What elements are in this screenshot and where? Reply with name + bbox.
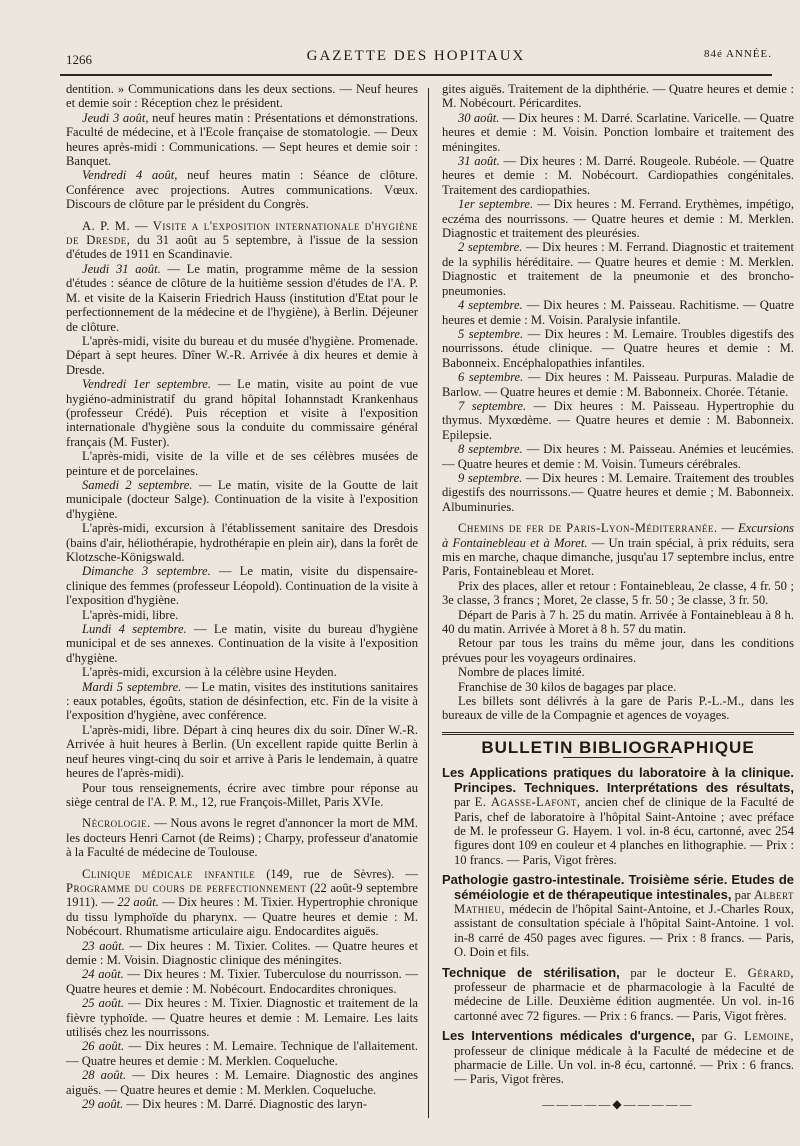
- paragraph: [66, 996, 418, 1039]
- paragraph-text: du 31 août au 5 septembre, à l'issue de la session d'études de 1911 en Scandinavie.: [66, 233, 418, 262]
- date-label: Vendredi 1er septembre.: [82, 377, 212, 392]
- paragraph: [442, 370, 794, 399]
- paragraph-text: — Dix heures : M. Darré. Scarlatine. Varicelle. — Quatre heures et demie : M. Voisin. Ponction lombaire et traitement des méningites.: [442, 110, 794, 154]
- paragraph: dentition. » Communications dans les deux sections. — Neuf heures et demie soir : Réception chez le président.: [66, 82, 418, 111]
- header-rule: [60, 74, 772, 76]
- book-title: Les Applications pratiques du laboratoire à la clinique. Principes. Techniques. Interprétations des résultats,: [442, 765, 794, 795]
- paragraph-text: — Le matin, visite du bureau d'hygiène municipal et de ses annexes. Continuation de la visite à l'exposition d'hygiène.: [66, 622, 418, 665]
- book-author: E. Agasse-Lafont,: [474, 795, 581, 810]
- section-heading: Nécrologie.: [82, 816, 151, 831]
- paragraph: [66, 377, 418, 449]
- date-label: 25 août.: [82, 996, 125, 1011]
- paragraph-text: — Le matin, visite au point de vue hygiéno-administratif du grand hôpital Iohannstadt Krankenhaus (professeur Crédé). Puis réception et visite à l'exposition internationale d'hygiène sous la conduite du commissaire général français (M. Fuster).: [66, 377, 418, 449]
- entry-text: ancien chef de clinique de la Faculté de Paris, chef de laboratoire à l'hôpital Saint-Antoine ; avec préface de M. le professeur G. Hayem. 1 vol. in-8 écu, cartonné, avec 254 figures dont 109 en couleur et 4 planches en lithographie. — Prix : 10 francs. — Paris, Vigot frères.: [454, 795, 794, 867]
- paragraph: L'après-midi, libre. Départ à cinq heures dix du soir. Dîner W.-R. Arrivée à huit heures à Berlin. (Un excellent rapide quitte Berlin à neuf heures vingt-cinq du soir et arrive à Paris le lendemain, à quatre heures de l'après-midi).: [66, 722, 418, 781]
- paragraph-text: — Dix heures : M. Paisseau. Rachitisme. — Quatre heures et demie : M. Voisin. Paralysie infantile.: [442, 298, 795, 327]
- date-label: 31 août.: [458, 154, 500, 169]
- paragraph-text: — Dix heures : M. Darré. Diagnostic des laryn-: [123, 1097, 368, 1112]
- paragraph: [66, 1039, 418, 1068]
- paragraph: [442, 442, 794, 471]
- bulletin-heading: BULLETIN BIBLIOGRAPHIQUE: [481, 737, 755, 757]
- date-label: 28 août.: [82, 1068, 127, 1083]
- paragraph-text: — Dix heures : M. Paisseau. Hypertrophie du thymus. Myxœdème. — Quatre heures et demie : M. Babonneix. Epilepsie.: [442, 398, 794, 442]
- column-divider: [428, 88, 429, 1118]
- paragraph-text: — Le matin, programme même de la session d'études : séance de clôture de la huitième session d'études de l'A. P. M. et visite de la Kaiserin Friedrich Hauss (institution d'Etat pour le perfectionnement de la médecine et de l'hygiène), à Berlin. Déjeuner de clôture.: [66, 261, 418, 334]
- paragraph: Franchise de 30 kilos de bagages par place.: [458, 679, 677, 694]
- paragraph-text: — Le matin, visite de la Goutte de lait municipale (docteur Salge). Continuation de la visite à l'exposition d'hygiène.: [66, 477, 418, 521]
- paragraph-text: — Dix heures : M. Darré. Rougeole. Rubéole. — Quatre heures et demie : M. Nobécourt. Cardiopathies congénitales. Traitement des cardiopathies.: [442, 154, 794, 197]
- paragraph: L'après-midi, excursion à l'établissement sanitaire des Dresdois (bains d'air, héliothérapie, hydrothérapie en plein air), dans la forêt de Klotzsche-Königswald.: [66, 521, 418, 564]
- paragraph: L'après-midi, visite du bureau et du musée d'hygiène. Promenade. Départ à sept heures. Dîner W.-R. Arrivée à dix heures et demie à Dresde.: [66, 333, 418, 377]
- paragraph: Les billets sont délivrés à la gare de Paris P.-L.-M., dans les bureaux de ville de la Compagnie et agences de voyages.: [442, 694, 794, 723]
- date-label: Jeudi 31 août.: [82, 261, 161, 276]
- book-author: G. Lemoine,: [723, 1029, 794, 1044]
- paragraph-text: — Un train spécial, à prix réduits, sera mis en marche, chaque dimanche, jusqu'au 17 septembre inclus, entre Paris, Fontainebleau et Moret.: [442, 535, 794, 579]
- page-number: 1266: [66, 52, 92, 67]
- date-label: Jeudi 3 août,: [82, 110, 149, 125]
- date-label: Dimanche 3 septembre.: [82, 564, 211, 579]
- paragraph-text: — Dix heures : M. Ferrand. Diagnostic et traitement de la syphilis héréditaire. — Quatre heures et demie : M. Merklen. Diagnostic et traitement de la pneumonie et des broncho-pneumonies.: [442, 240, 794, 298]
- paragraph-text: (149, rue de Sèvres). —: [255, 866, 418, 881]
- section-rule: [442, 732, 794, 735]
- heading-underline: [563, 757, 673, 758]
- journal-title: GAZETTE DES HOPITAUX: [306, 48, 526, 64]
- date-label: Mardi 5 septembre.: [82, 679, 182, 694]
- paragraph-text: neuf heures matin : Séance de clôture. Conférence avec projections. Autres communications. Vœux. Discours de clôture par le président du Congrès.: [66, 168, 418, 212]
- entry-text: par le docteur: [619, 965, 725, 980]
- paragraph-text: — Dix heures : M. Tixier. Diagnostic et traitement de la fièvre typhoïde. — Quatre heures et demie : M. Lemaire. Les laits utilisés chez les nourrissons.: [66, 996, 419, 1039]
- paragraph-text: — Le matin, visites des institutions sanitaires : eaux potables, égoûts, station de désinfection, etc. Fin de la visite à l'exposition d'hygiène, avec conférence.: [66, 679, 418, 723]
- paragraph: [66, 168, 418, 211]
- paragraph-text: — Le matin, visite du dispensaire-clinique des femmes (professeur Léopold). Continuation de la visite à l'exposition d'hygiène.: [66, 564, 418, 608]
- bibliography-entry: [442, 873, 794, 959]
- section-heading: Chemins de fer de Paris-Lyon-Méditerranée.: [458, 521, 718, 536]
- left-column: [66, 82, 418, 1111]
- paragraph: Départ de Paris à 7 h. 25 du matin. Arrivée à Fontainebleau à 8 h. 40 du matin. Arrivée à Moret à 8 h. 57 du matin.: [442, 607, 794, 637]
- year-label: 84é ANNÉE.: [703, 48, 772, 60]
- paragraph-text: — Nous avons le regret d'annoncer la mort de MM. les docteurs Henri Carnot (de Reims) ; Charpy, professeur d'anatomie à la Faculté de médecine de Toulouse.: [66, 816, 419, 860]
- bibliography-entry: [442, 1029, 794, 1087]
- date-label: 6 septembre.: [458, 370, 524, 385]
- paragraph: [442, 298, 794, 327]
- paragraph-text: — Dix heures : M. Ferrand. Erythèmes, impétigo, eczéma des nourrissons. — Quatre heures et demie : M. Merklen. Diagnostic et traitement des pleurésies.: [442, 197, 794, 241]
- date-label: 26 août.: [82, 1039, 125, 1054]
- paragraph: [66, 622, 418, 665]
- entry-text: par: [454, 795, 475, 810]
- paragraph-text: — Dix heures : M. Lemaire. Traitement des troubles digestifs des nourrissons.— Quatre heures et demie ; M. Babonneix. Albuminuries.: [442, 470, 794, 514]
- paragraph: [442, 327, 794, 370]
- section-heading: Programme du cours de perfectionnement: [66, 880, 307, 895]
- paragraph: Chemins de fer de Paris-Lyon-Méditerranée. — Excursions à Fontainebleau et à Moret. — Un train spécial, à prix réduits, sera mis en marche, chaque dimanche, jusqu'au 17 septembre inclus, entre Paris, Fontainebleau et Moret.: [442, 521, 795, 579]
- end-ornament: —————◆—————: [542, 1096, 694, 1111]
- paragraph: [66, 680, 418, 723]
- paragraph-text: — Dix heures : M. Paisseau. Purpuras. Maladie de Barlow. — Quatre heures et demie : M. Babonneix. Chorée. Tétanie.: [442, 370, 795, 399]
- section-heading: Clinique médicale infantile: [82, 866, 256, 881]
- paragraph: [66, 939, 418, 968]
- date-label: Samedi 2 septembre.: [82, 477, 193, 492]
- paragraph-text: neuf heures matin : Présentations et démonstrations. Faculté de médecine, et à l'Ecole française de stomatologie. — Deux heures après-midi : Communications. — Sept heures et demie soir : Banquet.: [66, 110, 418, 169]
- section-subheading: Excursions à Fontainebleau et à Moret.: [442, 521, 795, 550]
- bibliography-entry: [442, 766, 794, 867]
- paragraph-text: — Dix heures : M. Tixier. Colites. — Quatre heures et demie : M. Voisin. Diagnostic clinique des méningites.: [66, 938, 419, 967]
- paragraph: Pour tous renseignements, écrire avec timbre pour réponse au siège central de l'A. P. M., 12, rue François-Millet, Paris XVIe.: [66, 780, 418, 809]
- paragraph-text: — Dix heures : M. Tixier. Tuberculose du nourrisson. — Quatre heures et demie : M. Nobécourt. Endocardites chroniques.: [66, 967, 418, 996]
- bibliography-entry: [442, 966, 794, 1024]
- paragraph: [442, 197, 794, 240]
- entry-text: médecin de l'hôpital Saint-Antoine, et J.-Charles Roux, assistant de consultation spéciale à l'hôpital Saint-Antoine. 1 vol. in-8 carré de 450 pages avec figures. — Prix : 8 francs. — Paris, O. Doin et fils.: [454, 901, 794, 960]
- date-label: 1er septembre.: [458, 197, 534, 212]
- paragraph: [66, 262, 418, 334]
- date-label: 8 septembre.: [458, 442, 523, 457]
- book-title: Pathologie gastro-intestinale. Troisième série. Etudes de séméiologie et de thérapeutique intestinales,: [442, 872, 794, 902]
- paragraph: [442, 471, 794, 514]
- date-label: 22 août.: [117, 895, 159, 910]
- paragraph: [442, 111, 794, 154]
- paragraph: [442, 154, 794, 197]
- paragraph: [66, 967, 418, 996]
- entry-text: professeur de pharmacie et de pharmacologie à la Faculté de médecine de Lille. Deuxième édition augmentée. Un vol. in-16 cartonné avec 72 figures. — Prix : 6 francs. — Paris, Vigot frères.: [454, 979, 794, 1023]
- date-label: Lundi 4 septembre.: [82, 622, 187, 637]
- paragraph: Prix des places, aller et retour : Fontainebleau, 2e classe, 4 fr. 50 ; 3e classe, 3 francs ; Moret, 2e classe, 5 fr. 50 ; 3e classe, 3 fr. 50.: [442, 578, 794, 608]
- date-label: 9 septembre.: [458, 470, 523, 485]
- page-header: [60, 40, 772, 80]
- paragraph: Nombre de places limité.: [458, 665, 585, 680]
- paragraph: [66, 478, 418, 521]
- book-author: E. Gérard,: [724, 965, 794, 980]
- paragraph: [66, 1097, 418, 1111]
- section-heading: A. P. M. — Visite a l'exposition internationale d'hygiène de Dresde,: [66, 218, 418, 248]
- date-label: 4 septembre.: [458, 298, 523, 313]
- paragraph: [442, 240, 794, 298]
- book-title: Technique de stérilisation,: [442, 964, 620, 980]
- paragraph-text: — Dix heures : M. Lemaire. Troubles digestifs des nourrissons. étude clinique. — Quatre heures et demie : M. Babonneix. Encéphalopathies infantiles.: [442, 326, 794, 370]
- paragraph: [442, 399, 794, 442]
- date-label: 7 septembre.: [458, 398, 527, 413]
- paragraph: L'après-midi, excursion à la célèbre usine Heyden.: [82, 665, 337, 680]
- paragraph: L'après-midi, libre.: [82, 607, 179, 622]
- paragraph: [66, 816, 418, 859]
- date-label: 23 août.: [82, 938, 125, 953]
- paragraph-text: — Dix heures : M. Lemaire. Diagnostic des angines aiguës. — Quatre heures et demie : M. Merklen. Coqueluche.: [66, 1068, 419, 1097]
- entry-text: professeur de clinique médicale à la Faculté de médecine et de pharmacie de Lille. Un vol. in-8 écu, cartonné. — Prix : 6 francs. — Paris, Vigot frères.: [454, 1043, 794, 1087]
- book-title: Les Interventions médicales d'urgence,: [442, 1028, 695, 1044]
- entry-text: par: [694, 1029, 724, 1044]
- paragraph-text: — Dix heures : M. Tixier. Hypertrophie chronique du tissu lymphoïde du pharynx. — Quatre heures et demie : M. Nobécourt. Rhumatisme articulaire aigu. Endocardites aiguës.: [66, 895, 418, 939]
- date-label: 2 septembre.: [458, 240, 523, 255]
- paragraph-text: — Dix heures : M. Lemaire. Technique de l'allaitement. — Quatre heures et demie : M. Merklen. Coqueluche.: [66, 1039, 418, 1068]
- date-label: 29 août.: [82, 1097, 124, 1112]
- paragraph: Retour par tous les trains du même jour, dans les conditions prévues pour les voyageurs ordinaires.: [442, 636, 794, 665]
- date-label: 24 août.: [82, 967, 124, 982]
- book-author: Albert Mathieu,: [454, 887, 794, 916]
- right-column: [442, 82, 794, 1111]
- paragraph: L'après-midi, visite de la ville et de ses célèbres musées de peinture et de porcelaines.: [66, 449, 418, 478]
- paragraph: [66, 564, 418, 607]
- date-label: 5 septembre.: [458, 326, 524, 341]
- paragraph: [66, 867, 418, 939]
- paragraph: [66, 111, 418, 169]
- entry-text: par: [731, 887, 754, 902]
- date-label: Vendredi 4 août,: [82, 168, 178, 183]
- paragraph: gites aiguës. Traitement de la diphthérie. — Quatre heures et demie : M. Nobécourt. Péricardites.: [442, 82, 794, 111]
- paragraph-text: (22 août-9 septembre 1911). —: [66, 880, 418, 910]
- paragraph: [66, 1068, 418, 1097]
- date-label: 30 août.: [458, 110, 500, 125]
- paragraph: [66, 219, 418, 262]
- paragraph-text: — Dix heures : M. Paisseau. Anémies et leucémies. — Quatre heures et demie : M. Voisin. Tumeurs cérébrales.: [442, 442, 794, 471]
